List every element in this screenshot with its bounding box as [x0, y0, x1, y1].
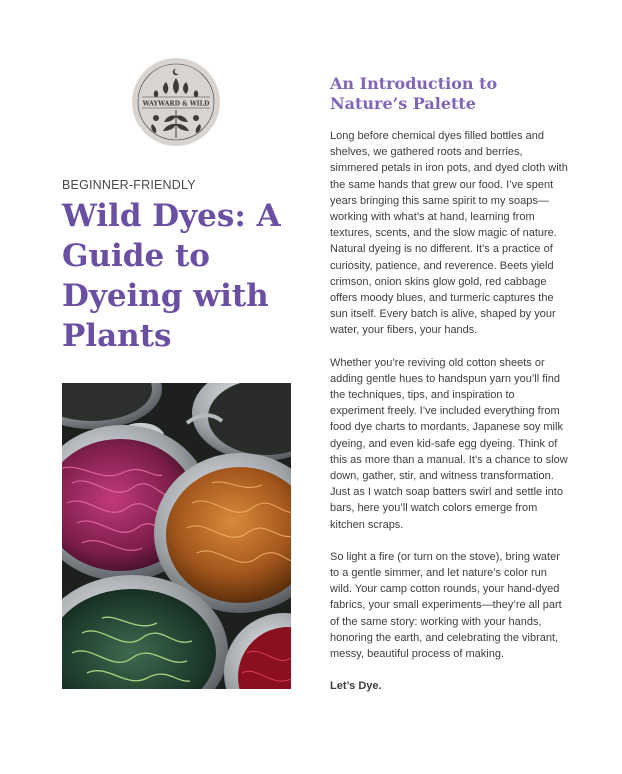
category-label: BEGINNER-FRIENDLY	[62, 178, 196, 192]
intro-section	[330, 74, 568, 711]
logo-text: WAYWARD & WILD	[142, 100, 210, 108]
intro-paragraph-1: Long before chemical dyes filled bottles and shelves, we gathered roots and berries, simmered petals in iron pots, and dyed cloth with the same hands that grew our food. I’ve spent years bringing this same spirit to my soaps—working with what’s at hand, learning from textures, scents, and the slow magic of nature. Natural dyeing is no different. It’s a practice of curiosity, patience, and reverence. Beets yield crimson, onion skins glow gold, red cabbage offers moody blues, and turmeric captures the sun itself. Every batch is alive, shaped by your water, your fibers, your hands.	[330, 130, 568, 337]
brand-logo-emblem	[132, 58, 220, 146]
intro-paragraph-2: Whether you’re reviving old cotton sheets or adding gentle hues to handspun yarn you’ll find the techniques, tips, and inspiration to experiment freely. I’ve included everything from food dye charts to mordants, Japanese soy milk dyeing, and even kid-safe egg dyeing. Think of this as more than a manual. It’s a chance to slow down, gather, stir, and witness transformation. Just as I watch soap batters swirl and settle into bars, here you’ll watch colors emerge from kitchen scraps.	[330, 356, 568, 531]
page-title: Wild Dyes: A Guide to Dyeing with Plants	[62, 198, 281, 354]
intro-heading: An Introduction to Nature’s Palette	[330, 74, 498, 113]
dye-pots-image	[62, 383, 291, 689]
brand-logo	[132, 58, 220, 146]
intro-paragraph-3: So light a fire (or turn on the stove), bring water to a gentle simmer, and let nature’s color run wild. Your camp cotton rounds, your hand-dyed fabrics, your small experiments—they’re all part of the same story: working with your hands, honoring the earth, and celebrating the vibrant, messy, beautiful process of making.	[330, 550, 562, 661]
dye-pots-photo	[62, 383, 291, 689]
signoff: Let’s Dye.	[330, 680, 382, 693]
